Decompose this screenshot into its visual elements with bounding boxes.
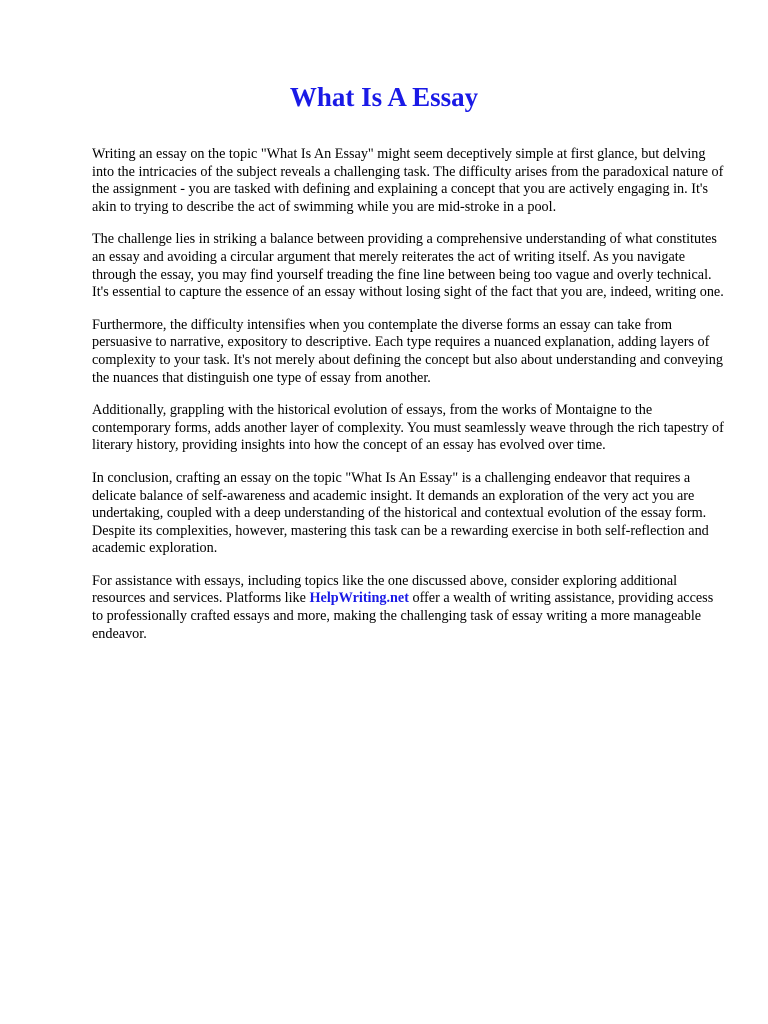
paragraph-5: In conclusion, crafting an essay on the topic "What Is An Essay" is a challenging endeavor that requires a delicate balance of self-awareness and academic insight. It demands an exploration of the very act you are undertaking, coupled with a deep understanding of the historical and contextual evolution of the essay form. Despite its complexities, however, mastering this task can be a rewarding exercise in both self-reflection and academic exploration. bbox=[92, 469, 709, 557]
paragraph-3: Furthermore, the difficulty intensifies when you contemplate the diverse forms an essay can take from persuasive to narrative, expository to descriptive. Each type requires a nuanced explanation, adding layers of complexity to your task. It's not merely about defining the concept but also about understanding and conveying the nuances that distinguish one type of essay from another. bbox=[92, 316, 723, 386]
document-body bbox=[92, 146, 724, 658]
paragraph-1: Writing an essay on the topic "What Is An Essay" might seem deceptively simple at first glance, but delving into the intricacies of the subject reveals a challenging task. The difficulty arises from the paradoxical nature of the assignment - you are tasked with defining and explaining a concept that you are actively engaging in. It's akin to trying to describe the act of swimming while you are mid-stroke in a pool. bbox=[92, 146, 724, 215]
paragraph-6 bbox=[92, 573, 724, 643]
helpwriting-link[interactable]: HelpWriting.net bbox=[309, 590, 409, 607]
paragraph-2: The challenge lies in striking a balance between providing a comprehensive understanding of what constitutes an essay and avoiding a circular argument that merely reiterates the act of writing itself. As you navigate through the essay, you may find yourself treading the fine line between being too vague and overly technical. It's essential to capture the essence of an essay without losing sight of the fact that you are, indeed, writing one. bbox=[92, 231, 724, 301]
paragraph-4: Additionally, grappling with the historical evolution of essays, from the works of Montaigne to the contemporary forms, adds another layer of complexity. You must seamlessly weave through the rich tapestry of literary history, providing insights into how the concept of an essay has evolved over time. bbox=[92, 402, 724, 454]
paragraph-6-text-before-link: For assistance with essays, including topics like the one discussed above, consider exploring additional resources and services. Platforms like bbox=[92, 572, 678, 607]
page-title: What Is A Essay bbox=[289, 82, 479, 112]
paragraph-6-text-after-link: offer a wealth of writing assistance, providing access to professionally crafted essays and more, making the challenging task of essay writing a more manageable endeavor. bbox=[92, 590, 714, 642]
